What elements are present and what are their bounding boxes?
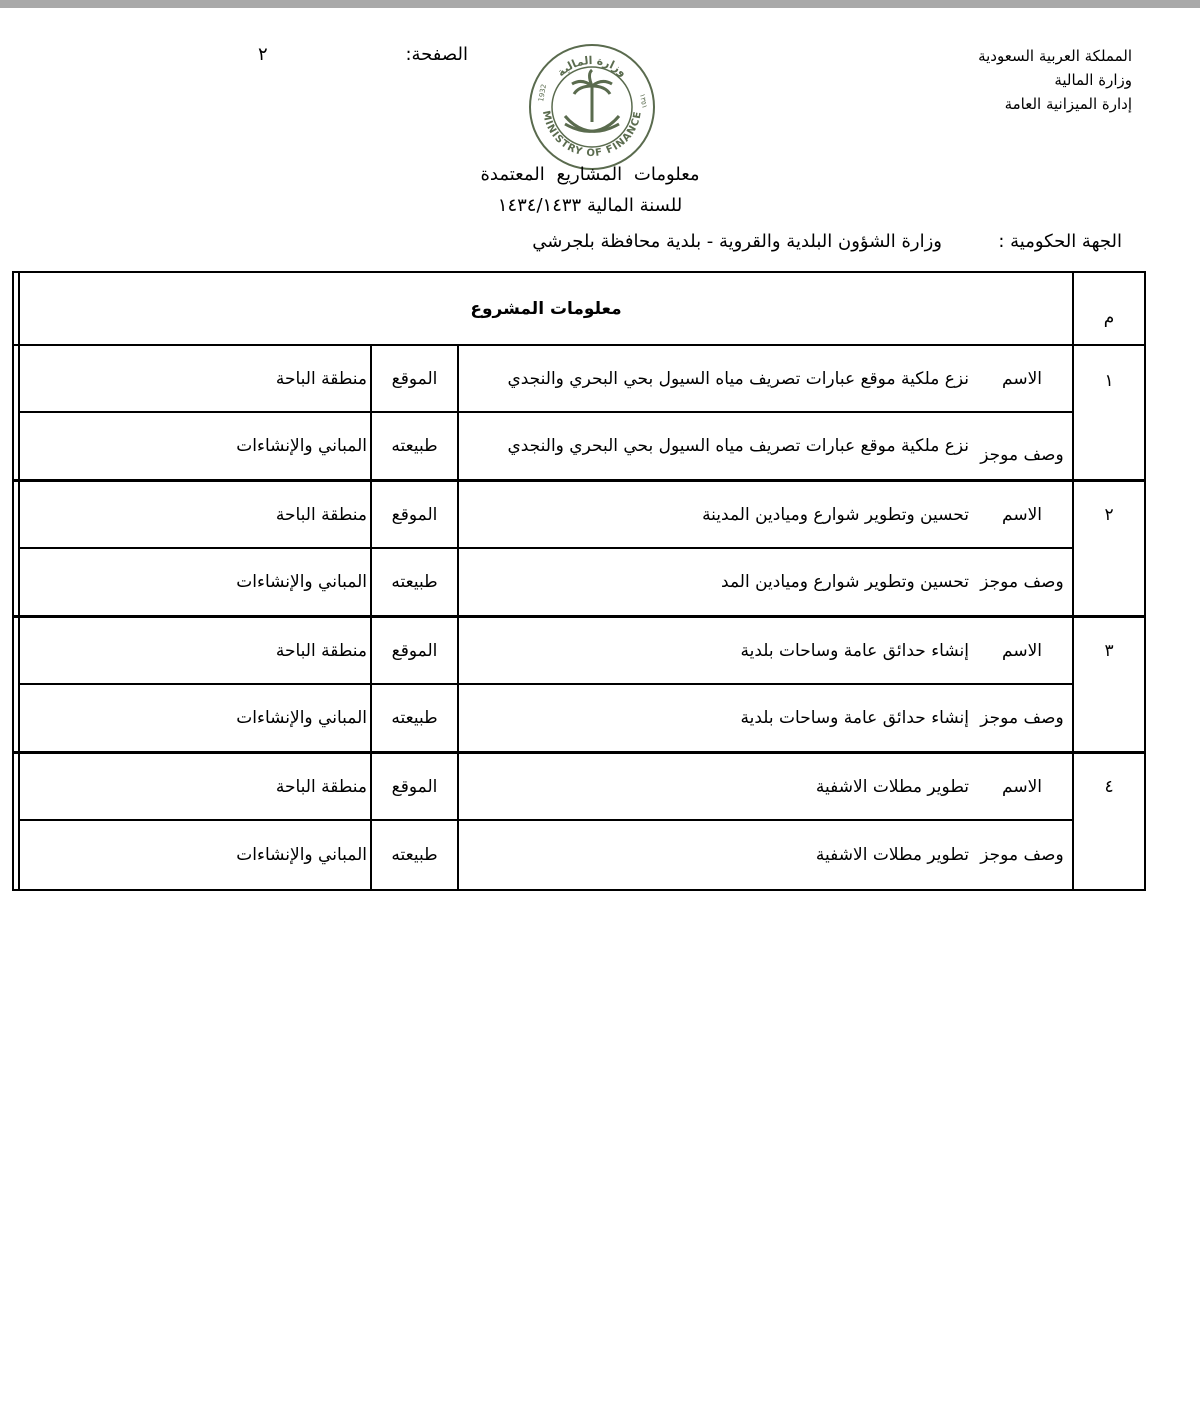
- projects-table: [12, 271, 1146, 891]
- name-label: الاسم: [1002, 504, 1042, 525]
- department-name: إدارة الميزانية العامة: [1004, 95, 1132, 113]
- description-label: وصف موجز: [980, 845, 1064, 865]
- logo-year-right: ١٣٥١: [638, 92, 649, 110]
- project-location: منطقة الباحة: [275, 504, 367, 525]
- name-label: الاسم: [1002, 776, 1042, 797]
- project-name: تحسين وتطوير شوارع وميادين المدينة: [702, 504, 969, 525]
- nature-label: طبيعته: [391, 436, 438, 456]
- project-info-header: معلومات المشروع: [470, 298, 622, 319]
- government-entity-label: الجهة الحكومية :: [998, 231, 1122, 252]
- logo-text-bottom: MINISTRY OF FINANCE: [539, 109, 644, 160]
- project-nature: المباني والإنشاءات: [236, 572, 367, 592]
- project-description: نزع ملكية موقع عبارات تصريف مياه السيول بحي البحري والنجدي: [507, 436, 969, 456]
- project-description: إنشاء حدائق عامة وساحات بلدية: [740, 708, 969, 728]
- country-name: المملكة العربية السعودية: [978, 47, 1132, 65]
- location-label: الموقع: [391, 504, 438, 525]
- project-index: ٢: [1104, 504, 1114, 525]
- ministry-name: وزارة المالية: [1054, 71, 1132, 89]
- government-entity-value: وزارة الشؤون البلدية والقروية - بلدية محافظة بلجرشي: [532, 231, 942, 252]
- project-description: تحسين وتطوير شوارع وميادين المد: [721, 572, 969, 592]
- ministry-of-finance-logo: [527, 42, 657, 172]
- document-title: معلومات المشاريع المعتمدة: [480, 164, 700, 185]
- description-label: وصف موجز: [980, 445, 1064, 465]
- svg-text:وزارة المالية: [555, 54, 630, 79]
- project-nature: المباني والإنشاءات: [236, 708, 367, 728]
- page-number: ٢: [258, 44, 268, 65]
- project-location: منطقة الباحة: [275, 640, 367, 661]
- name-label: الاسم: [1002, 368, 1042, 389]
- organization-block: [872, 44, 1132, 116]
- page-label: الصفحة:: [405, 44, 468, 65]
- project-nature: المباني والإنشاءات: [236, 845, 367, 865]
- fiscal-year: للسنة المالية ١٤٣٤/١٤٣٣: [497, 195, 683, 216]
- description-label: وصف موجز: [980, 572, 1064, 592]
- project-name: إنشاء حدائق عامة وساحات بلدية: [740, 640, 969, 661]
- nature-label: طبيعته: [391, 572, 438, 592]
- project-index: ٤: [1104, 776, 1114, 797]
- logo-year-left: 1932: [537, 83, 549, 103]
- project-location: منطقة الباحة: [275, 368, 367, 389]
- location-label: الموقع: [391, 368, 438, 389]
- project-nature: المباني والإنشاءات: [236, 436, 367, 456]
- description-label: وصف موجز: [980, 708, 1064, 728]
- palm-and-swords-emblem-icon: [565, 70, 619, 131]
- logo-text-top: وزارة المالية: [554, 53, 630, 80]
- nature-label: طبيعته: [391, 708, 438, 728]
- project-description: تطوير مطلات الاشفية: [815, 845, 969, 865]
- nature-label: طبيعته: [391, 845, 438, 865]
- project-location: منطقة الباحة: [275, 776, 367, 797]
- index-column-header: م: [1103, 307, 1115, 328]
- project-name: نزع ملكية موقع عبارات تصريف مياه السيول بحي البحري والنجدي: [507, 368, 969, 389]
- project-name: تطوير مطلات الاشفية: [815, 776, 969, 797]
- location-label: الموقع: [391, 776, 438, 797]
- project-index: ١: [1104, 371, 1114, 391]
- top-border-bar: [0, 0, 1200, 8]
- name-label: الاسم: [1002, 640, 1042, 661]
- location-label: الموقع: [391, 640, 438, 661]
- project-index: ٣: [1104, 640, 1114, 661]
